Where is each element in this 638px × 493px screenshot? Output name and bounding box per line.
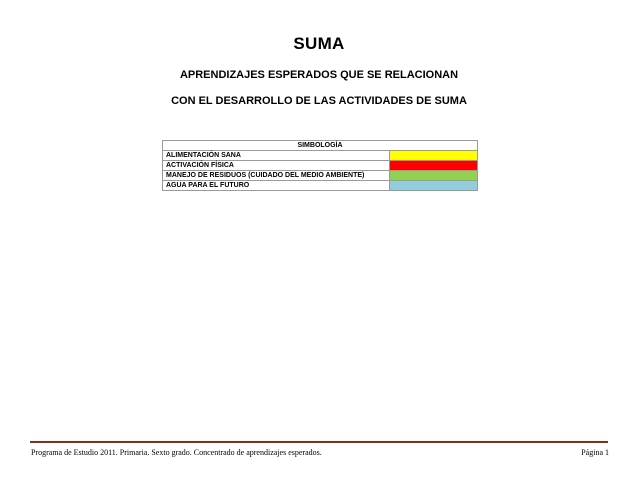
legend-label: ACTIVACIÓN FÍSICA bbox=[163, 161, 390, 171]
footer-rule bbox=[30, 441, 608, 443]
legend-row-alimentacion bbox=[163, 151, 478, 161]
page-number: Página 1 bbox=[581, 448, 609, 457]
legend-label: ALIMENTACIÓN SANA bbox=[163, 151, 390, 161]
legend-row-agua bbox=[163, 181, 478, 191]
subtitle-line-1: APRENDIZAJES ESPERADOS QUE SE RELACIONAN bbox=[179, 69, 459, 81]
color-swatch-yellow bbox=[390, 151, 478, 161]
legend-header-row bbox=[163, 141, 478, 151]
legend-table bbox=[162, 140, 478, 191]
legend-label: AGUA PARA EL FUTURO bbox=[163, 181, 390, 191]
footer-text: Programa de Estudio 2011. Primaria. Sexto grado. Concentrado de aprendizajes esperados. bbox=[31, 448, 322, 457]
legend-row-activacion bbox=[163, 161, 478, 171]
page-title: SUMA bbox=[293, 34, 345, 53]
color-swatch-red bbox=[390, 161, 478, 171]
subtitle-line-2: CON EL DESARROLLO DE LAS ACTIVIDADES DE SUMA bbox=[171, 95, 467, 107]
color-swatch-blue bbox=[390, 181, 478, 191]
color-swatch-green bbox=[390, 171, 478, 181]
legend-row-residuos bbox=[163, 171, 478, 181]
legend-label: MANEJO DE RESIDUOS (CUIDADO DEL MEDIO AMBIENTE) bbox=[163, 171, 390, 181]
legend-header: SIMBOLOGÍA bbox=[163, 141, 478, 151]
